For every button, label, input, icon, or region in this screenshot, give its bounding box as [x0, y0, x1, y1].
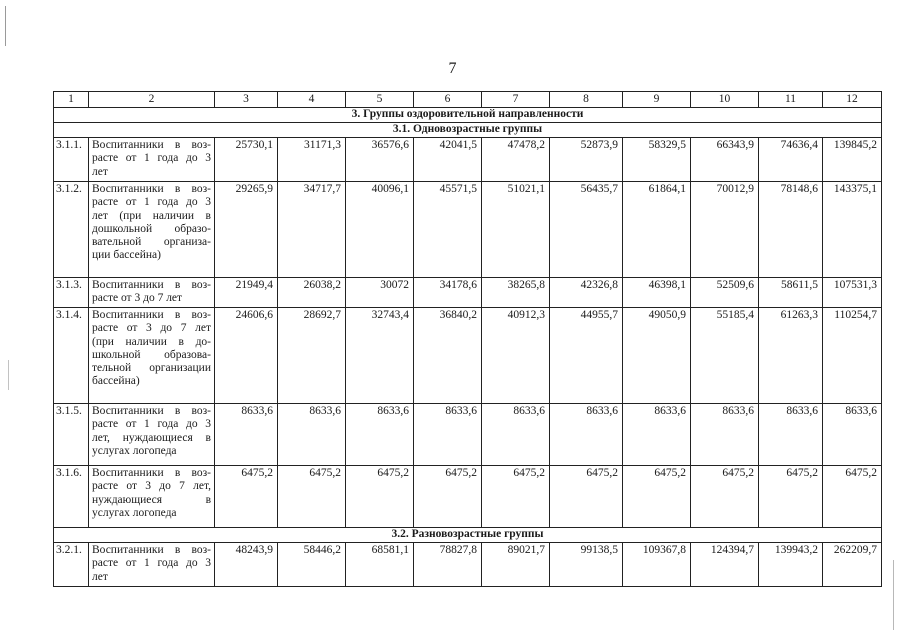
table-body [54, 92, 882, 587]
header-row [54, 92, 882, 108]
description-line: Воспитанники в воз- [92, 405, 211, 418]
value-cell: 78148,6 [759, 182, 823, 278]
scan-mark [8, 360, 9, 390]
description-line: ции бассейна) [92, 249, 161, 262]
description-line: нуждающиеся в [92, 493, 211, 506]
value-cell: 34717,7 [278, 182, 346, 278]
value-cell: 8633,6 [215, 404, 278, 466]
scan-mark [893, 560, 894, 630]
value-cell: 61263,3 [759, 308, 823, 404]
value-cell: 78827,8 [414, 543, 482, 587]
value-cell: 26038,2 [278, 278, 346, 308]
tariff-table [53, 91, 882, 587]
row-description [89, 278, 215, 308]
table-row [54, 278, 882, 308]
column-header: 7 [482, 92, 550, 108]
value-cell: 44955,7 [550, 308, 623, 404]
table-row [54, 182, 882, 278]
value-cell: 68581,1 [346, 543, 414, 587]
description-line: Воспитанники в воз- [92, 309, 211, 322]
value-cell: 46398,1 [623, 278, 691, 308]
row-id: 3.1.1. [54, 138, 89, 182]
subsection-row [54, 123, 882, 138]
value-cell: 42041,5 [414, 138, 482, 182]
column-header: 4 [278, 92, 346, 108]
value-cell: 109367,8 [623, 543, 691, 587]
value-cell: 28692,7 [278, 308, 346, 404]
description-line: расте от 1 года до 3 [92, 152, 211, 165]
row-description [89, 466, 215, 528]
column-header: 10 [691, 92, 759, 108]
value-cell: 30072 [346, 278, 414, 308]
description-line: услугах логопеда [92, 506, 177, 519]
value-cell: 6475,2 [215, 466, 278, 528]
value-cell: 36576,6 [346, 138, 414, 182]
value-cell: 8633,6 [823, 404, 882, 466]
value-cell: 31171,3 [278, 138, 346, 182]
description-line: лет, нуждающиеся в [92, 431, 211, 444]
column-header: 2 [89, 92, 215, 108]
value-cell: 8633,6 [482, 404, 550, 466]
subsection-row [54, 528, 882, 543]
row-id: 3.1.5. [54, 404, 89, 466]
description-line: услугах логопеда [92, 444, 177, 457]
description-line: расте от 3 до 7 лет [92, 292, 183, 305]
value-cell: 8633,6 [691, 404, 759, 466]
value-cell: 8633,6 [759, 404, 823, 466]
row-description [89, 543, 215, 587]
column-header: 11 [759, 92, 823, 108]
row-description [89, 308, 215, 404]
description-line: лет (при наличии в [92, 209, 211, 222]
description-line: расте от 3 до 7 лет, [92, 480, 211, 493]
value-cell: 99138,5 [550, 543, 623, 587]
value-cell: 36840,2 [414, 308, 482, 404]
column-header: 3 [215, 92, 278, 108]
value-cell: 24606,6 [215, 308, 278, 404]
description-line: Воспитанники в воз- [92, 467, 211, 480]
description-line: вательной организа- [92, 236, 211, 249]
subsection-title: 3.2. Разновозрастные группы [54, 528, 882, 543]
value-cell: 21949,4 [215, 278, 278, 308]
value-cell: 70012,9 [691, 182, 759, 278]
page-number: 7 [448, 60, 457, 77]
value-cell: 66343,9 [691, 138, 759, 182]
description-line: тельной организации [92, 362, 211, 375]
description-line: лет [92, 165, 108, 178]
description-line: Воспитанники в воз- [92, 544, 211, 557]
value-cell: 6475,2 [759, 466, 823, 528]
description-line: бассейна) [92, 375, 140, 388]
value-cell: 38265,8 [482, 278, 550, 308]
table-row [54, 466, 882, 528]
value-cell: 143375,1 [823, 182, 882, 278]
value-cell: 6475,2 [278, 466, 346, 528]
value-cell: 51021,1 [482, 182, 550, 278]
value-cell: 8633,6 [346, 404, 414, 466]
value-cell: 49050,9 [623, 308, 691, 404]
value-cell: 124394,7 [691, 543, 759, 587]
description-line: дошкольной образо- [92, 222, 211, 235]
column-header: 5 [346, 92, 414, 108]
row-id: 3.1.3. [54, 278, 89, 308]
value-cell: 52509,6 [691, 278, 759, 308]
value-cell: 8633,6 [414, 404, 482, 466]
description-line: лет [92, 570, 108, 583]
value-cell: 6475,2 [414, 466, 482, 528]
section-row [54, 108, 882, 123]
value-cell: 47478,2 [482, 138, 550, 182]
description-line: расте от 1 года до 3 [92, 196, 211, 209]
value-cell: 107531,3 [823, 278, 882, 308]
value-cell: 58329,5 [623, 138, 691, 182]
value-cell: 6475,2 [346, 466, 414, 528]
value-cell: 8633,6 [278, 404, 346, 466]
value-cell: 6475,2 [623, 466, 691, 528]
column-header: 6 [414, 92, 482, 108]
value-cell: 29265,9 [215, 182, 278, 278]
table-row [54, 543, 882, 587]
description-line: Воспитанники в воз- [92, 279, 211, 292]
value-cell: 61864,1 [623, 182, 691, 278]
table-row [54, 308, 882, 404]
description-line: (при наличии в до- [92, 335, 211, 348]
section-title: 3. Группы оздоровительной направленности [54, 108, 882, 123]
value-cell: 6475,2 [550, 466, 623, 528]
table-row [54, 138, 882, 182]
value-cell: 262209,7 [823, 543, 882, 587]
value-cell: 40096,1 [346, 182, 414, 278]
value-cell: 55185,4 [691, 308, 759, 404]
description-line: расте от 1 года до 3 [92, 418, 211, 431]
column-header: 8 [550, 92, 623, 108]
value-cell: 8633,6 [623, 404, 691, 466]
row-id: 3.1.2. [54, 182, 89, 278]
value-cell: 42326,8 [550, 278, 623, 308]
subsection-title: 3.1. Одновозрастные группы [54, 123, 882, 138]
value-cell: 45571,5 [414, 182, 482, 278]
value-cell: 6475,2 [823, 466, 882, 528]
value-cell: 58446,2 [278, 543, 346, 587]
description-line: Воспитанники в воз- [92, 139, 211, 152]
value-cell: 58611,5 [759, 278, 823, 308]
row-description [89, 404, 215, 466]
row-description [89, 182, 215, 278]
row-id: 3.2.1. [54, 543, 89, 587]
description-line: Воспитанники в воз- [92, 183, 211, 196]
value-cell: 56435,7 [550, 182, 623, 278]
value-cell: 52873,9 [550, 138, 623, 182]
value-cell: 25730,1 [215, 138, 278, 182]
value-cell: 48243,9 [215, 543, 278, 587]
value-cell: 8633,6 [550, 404, 623, 466]
row-id: 3.1.6. [54, 466, 89, 528]
value-cell: 34178,6 [414, 278, 482, 308]
scan-mark [5, 6, 6, 46]
value-cell: 139943,2 [759, 543, 823, 587]
value-cell: 32743,4 [346, 308, 414, 404]
value-cell: 6475,2 [482, 466, 550, 528]
description-line: расте от 1 года до 3 [92, 557, 211, 570]
column-header: 12 [823, 92, 882, 108]
column-header: 9 [623, 92, 691, 108]
description-line: школьной образова- [92, 348, 211, 361]
column-header: 1 [54, 92, 89, 108]
row-description [89, 138, 215, 182]
table-row [54, 404, 882, 466]
value-cell: 139845,2 [823, 138, 882, 182]
value-cell: 40912,3 [482, 308, 550, 404]
value-cell: 6475,2 [691, 466, 759, 528]
value-cell: 74636,4 [759, 138, 823, 182]
description-line: расте от 3 до 7 лет [92, 322, 211, 335]
value-cell: 110254,7 [823, 308, 882, 404]
value-cell: 89021,7 [482, 543, 550, 587]
row-id: 3.1.4. [54, 308, 89, 404]
